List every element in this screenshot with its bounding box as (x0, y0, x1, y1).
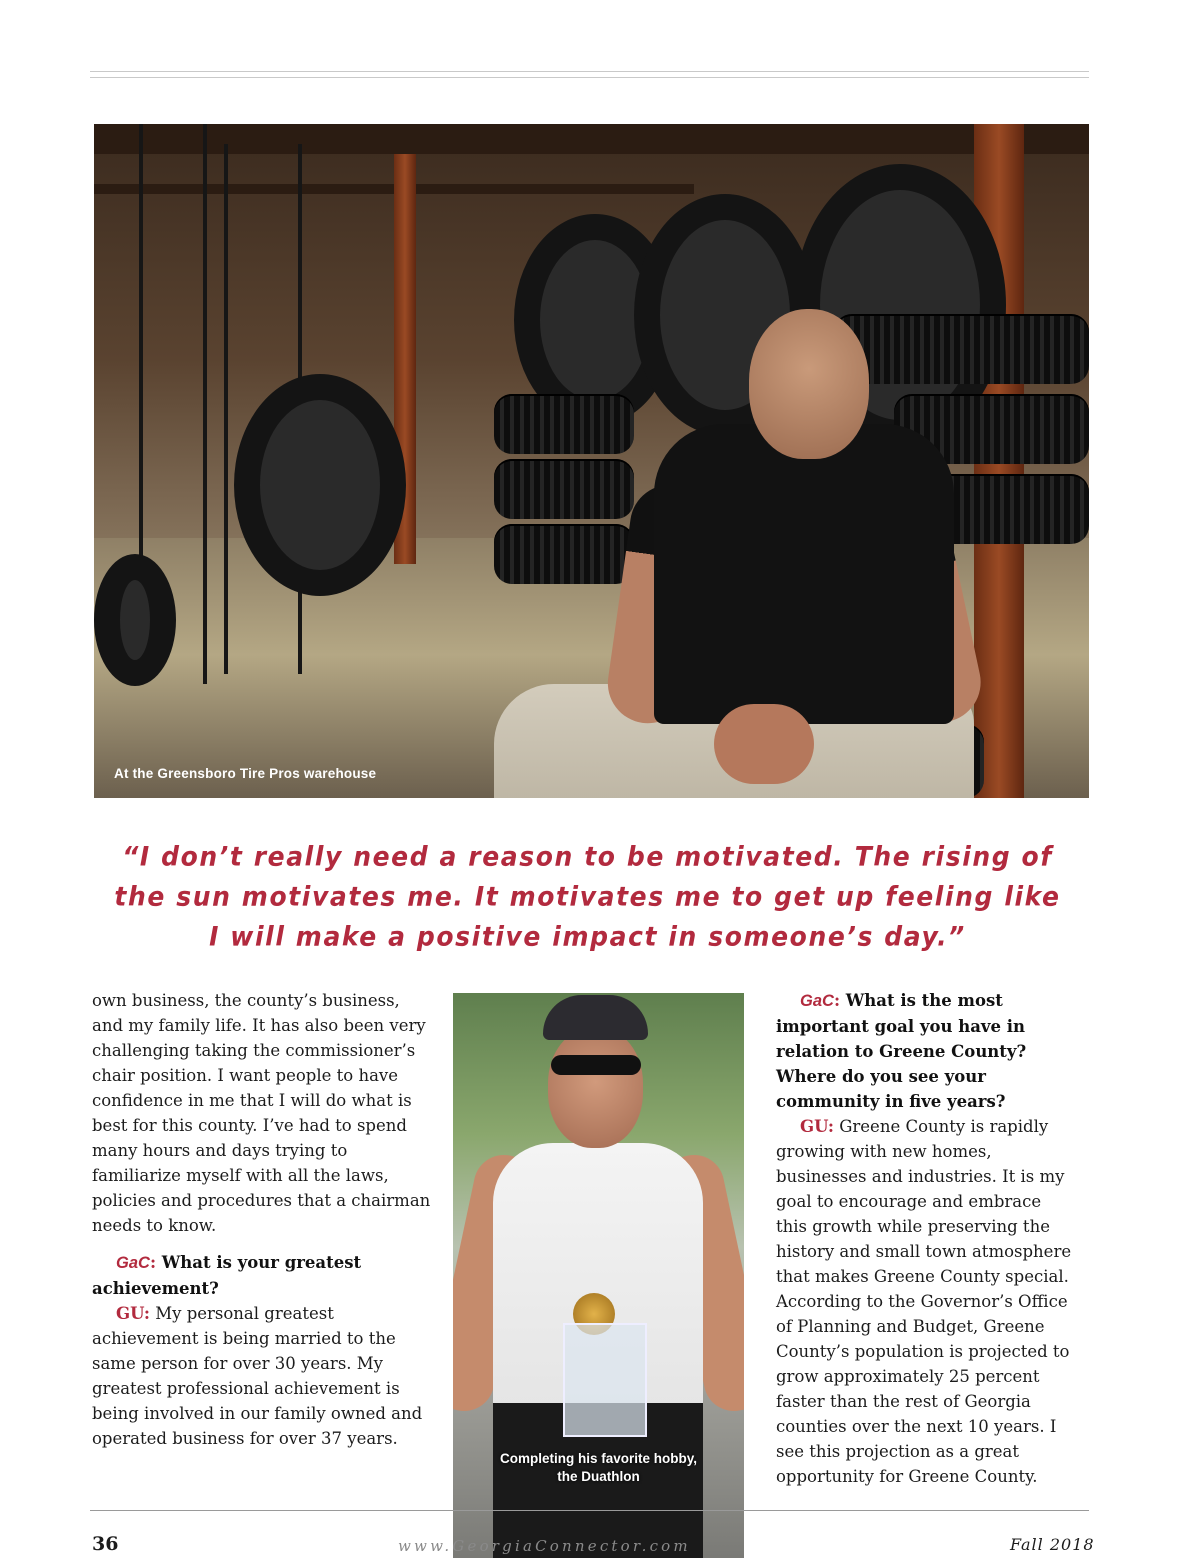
question-text: What is your greatest achievement? (92, 1253, 362, 1298)
tire-stack (494, 524, 634, 584)
page-number: 36 (92, 1533, 119, 1555)
person-shirt (654, 424, 954, 724)
person-head (749, 309, 869, 459)
tire-stack (494, 459, 634, 519)
left-column (92, 988, 432, 1451)
right-column (776, 988, 1076, 1489)
gu-label: GU: (116, 1304, 150, 1323)
answer-text: My personal greatest achievement is being married to the same person for over 30 years. My greatest professional achievement is being involved in our family owned and operated business for over 37 years. (92, 1304, 423, 1448)
duathlon-caption (453, 1450, 744, 1486)
pull-quote-line: I will make a positive impact in someone’s day.” (209, 921, 966, 952)
tire-stack (834, 314, 1089, 384)
body-paragraph: own business, the county’s business, and my family life. It has also been very challenging taking the commissioner’s chair position. I want people to have confidence in me that I will do what is best for this county. I’ve had to spend many hours and days trying to familiarize myself with all the laws, policies and procedures that a chairman needs to know. (92, 991, 431, 1235)
gac-label: GaC (800, 992, 834, 1010)
website-url: www.GeorgiaConnector.com (398, 1537, 691, 1555)
issue-label: Fall 2018 (1010, 1535, 1095, 1554)
award-plaque (563, 1323, 647, 1437)
caption-line: the Duathlon (557, 1469, 640, 1484)
bottom-rule (90, 1510, 1089, 1511)
question-text: What is the most important goal you have in relation to Greene County? Where do you see your community in five years? (776, 991, 1027, 1111)
runner-head (548, 1028, 643, 1148)
tire (94, 554, 176, 686)
gu-label: GU: (800, 1117, 834, 1136)
pull-quote-line: “I don’t really need a reason to be motivated. The rising of (122, 841, 1053, 872)
caption-line: Completing his favorite hobby, (499, 1451, 697, 1466)
top-rule (90, 71, 1089, 78)
hero-caption: At the Greensboro Tire Pros warehouse (114, 766, 377, 781)
tire-stack (494, 394, 634, 454)
interview-question: GaC: What is the most important goal you have in relation to Greene County? Where do you see your community in five years? (776, 991, 1027, 1111)
person-hands (714, 704, 814, 784)
hero-photo (94, 124, 1089, 798)
pull-quote-line: the sun motivates me. It motivates me to get up feeling like (114, 881, 1061, 912)
gac-label: GaC (116, 1254, 150, 1272)
runner-cap (543, 995, 648, 1040)
answer-text: Greene County is rapidly growing with new homes, businesses and industries. It is my goal to encourage and embrace this growth while preserving the history and small town atmosphere that makes Greene County special. According to the Governor’s Office of Planning and Budget, Greene County’s population is projected to grow approximately 25 percent faster than the rest of Georgia counties over the next 10 years. I see this projection as a great opportunity for Greene County. (776, 1117, 1072, 1486)
pull-quote (110, 837, 1065, 957)
interview-answer (92, 1301, 432, 1451)
runner-sunglasses (551, 1055, 641, 1075)
large-tire (234, 374, 406, 596)
interview-answer (776, 1114, 1076, 1489)
interview-question: GaC: What is your greatest achievement? (92, 1253, 362, 1298)
